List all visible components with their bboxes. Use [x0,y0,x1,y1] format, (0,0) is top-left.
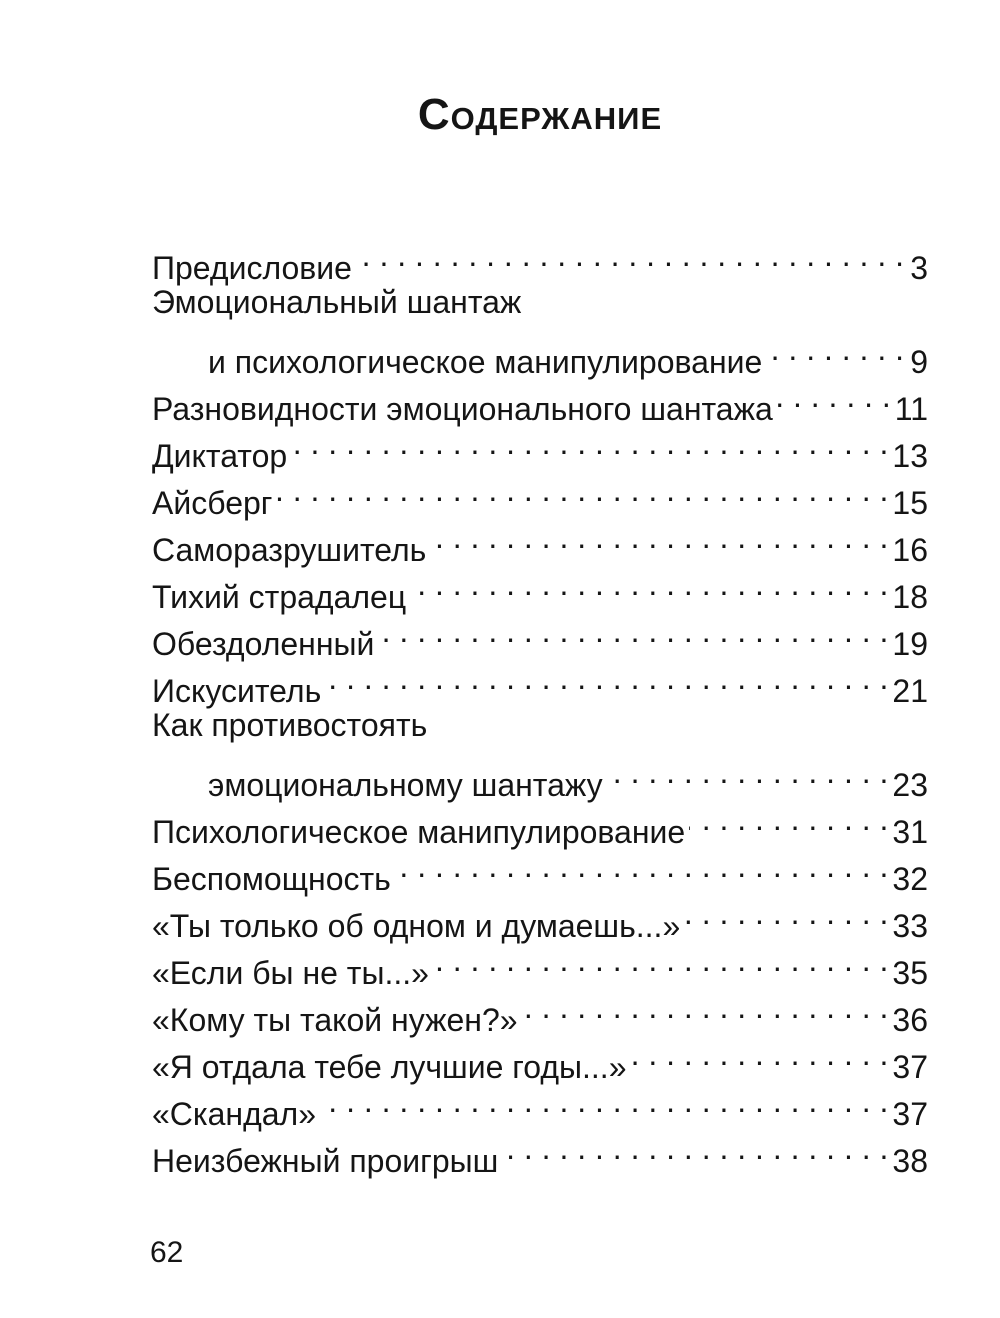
toc-entry-page: 31 [892,814,928,850]
toc-entry-title: и психологическое манипулирование [208,344,763,380]
toc-entry-title: Как противостоять [152,707,428,743]
toc-dot-leader [320,1078,888,1125]
toc-entry-page: 38 [892,1143,928,1179]
toc-entry-page: 23 [892,767,928,803]
toc-entry [152,326,928,380]
toc-dot-leader [276,467,888,514]
toc-entry-title: эмоциональному шантажу [208,767,603,803]
toc-dot-leader [395,843,889,890]
toc-entry-page: 16 [892,532,928,568]
toc-entry-title: Эмоциональный шантаж [152,284,522,320]
toc-entry-page: 9 [910,344,928,380]
toc-entry-title: Беспомощность [152,861,391,897]
toc-dot-leader [378,608,888,655]
toc-dot-leader [502,1125,888,1172]
toc-entry [152,749,928,803]
toc-entry [152,702,928,749]
toc-entry-page: 32 [892,861,928,897]
toc-entry-page: 3 [910,250,928,286]
toc-entry-title: «Скандал» [152,1096,317,1132]
page-number: 62 [150,1236,184,1269]
toc-dot-leader [684,890,888,937]
toc-entry-page: 37 [892,1049,928,1085]
toc-dot-leader [522,984,889,1031]
toc-entry [152,232,928,286]
toc-entry-title: Предисловие [152,250,352,286]
toc-entry-page: 11 [894,391,928,427]
toc-entry-title: Искуситель [152,673,322,709]
toc-entry-page: 15 [892,485,928,521]
toc-dot-leader [291,420,888,467]
toc-entry-page: 37 [892,1096,928,1132]
toc-entry-title: Тихий страдалец [152,579,407,615]
toc-entry-page: 13 [892,438,928,474]
toc-entry-title: Обездоленный [152,626,375,662]
table-of-contents [152,232,928,1179]
toc-entry [152,279,928,326]
page-title: Содержание [417,90,663,139]
toc-entry-page: 18 [892,579,928,615]
toc-dot-leader [410,561,888,608]
toc-entry-title: Психологическое манипулирование [152,814,686,850]
toc-dot-leader [430,514,888,561]
toc-entry-title: Разновидности эмоционального шантажа [152,391,773,427]
toc-dot-leader [777,373,891,420]
toc-dot-leader [433,937,888,984]
toc-dot-leader [630,1031,888,1078]
toc-entry-page: 36 [892,1002,928,1038]
toc-entry-title: «Ты только об одном и думаешь...» [152,908,681,944]
toc-entry-title: Саморазрушитель [152,532,427,568]
toc-entry-page: 21 [892,673,928,709]
toc-dot-leader [356,232,904,279]
toc-entry-title: Неизбежный проигрыш [152,1143,499,1179]
toc-entry-title: Диктатор [152,438,288,474]
toc-dot-leader [325,655,888,702]
toc-entry-title: «Кому ты такой нужен?» [152,1002,518,1038]
toc-dot-leader [607,749,889,796]
toc-dot-leader [689,796,888,843]
toc-entry-page: 19 [892,626,928,662]
toc-entry-title: «Если бы не ты...» [152,955,429,991]
toc-entry-title: Айсберг [152,485,273,521]
toc-entry-page: 33 [892,908,928,944]
toc-dot-leader [766,326,904,373]
toc-entry-page: 35 [892,955,928,991]
toc-entry-title: «Я отдала тебе лучшие годы...» [152,1049,627,1085]
